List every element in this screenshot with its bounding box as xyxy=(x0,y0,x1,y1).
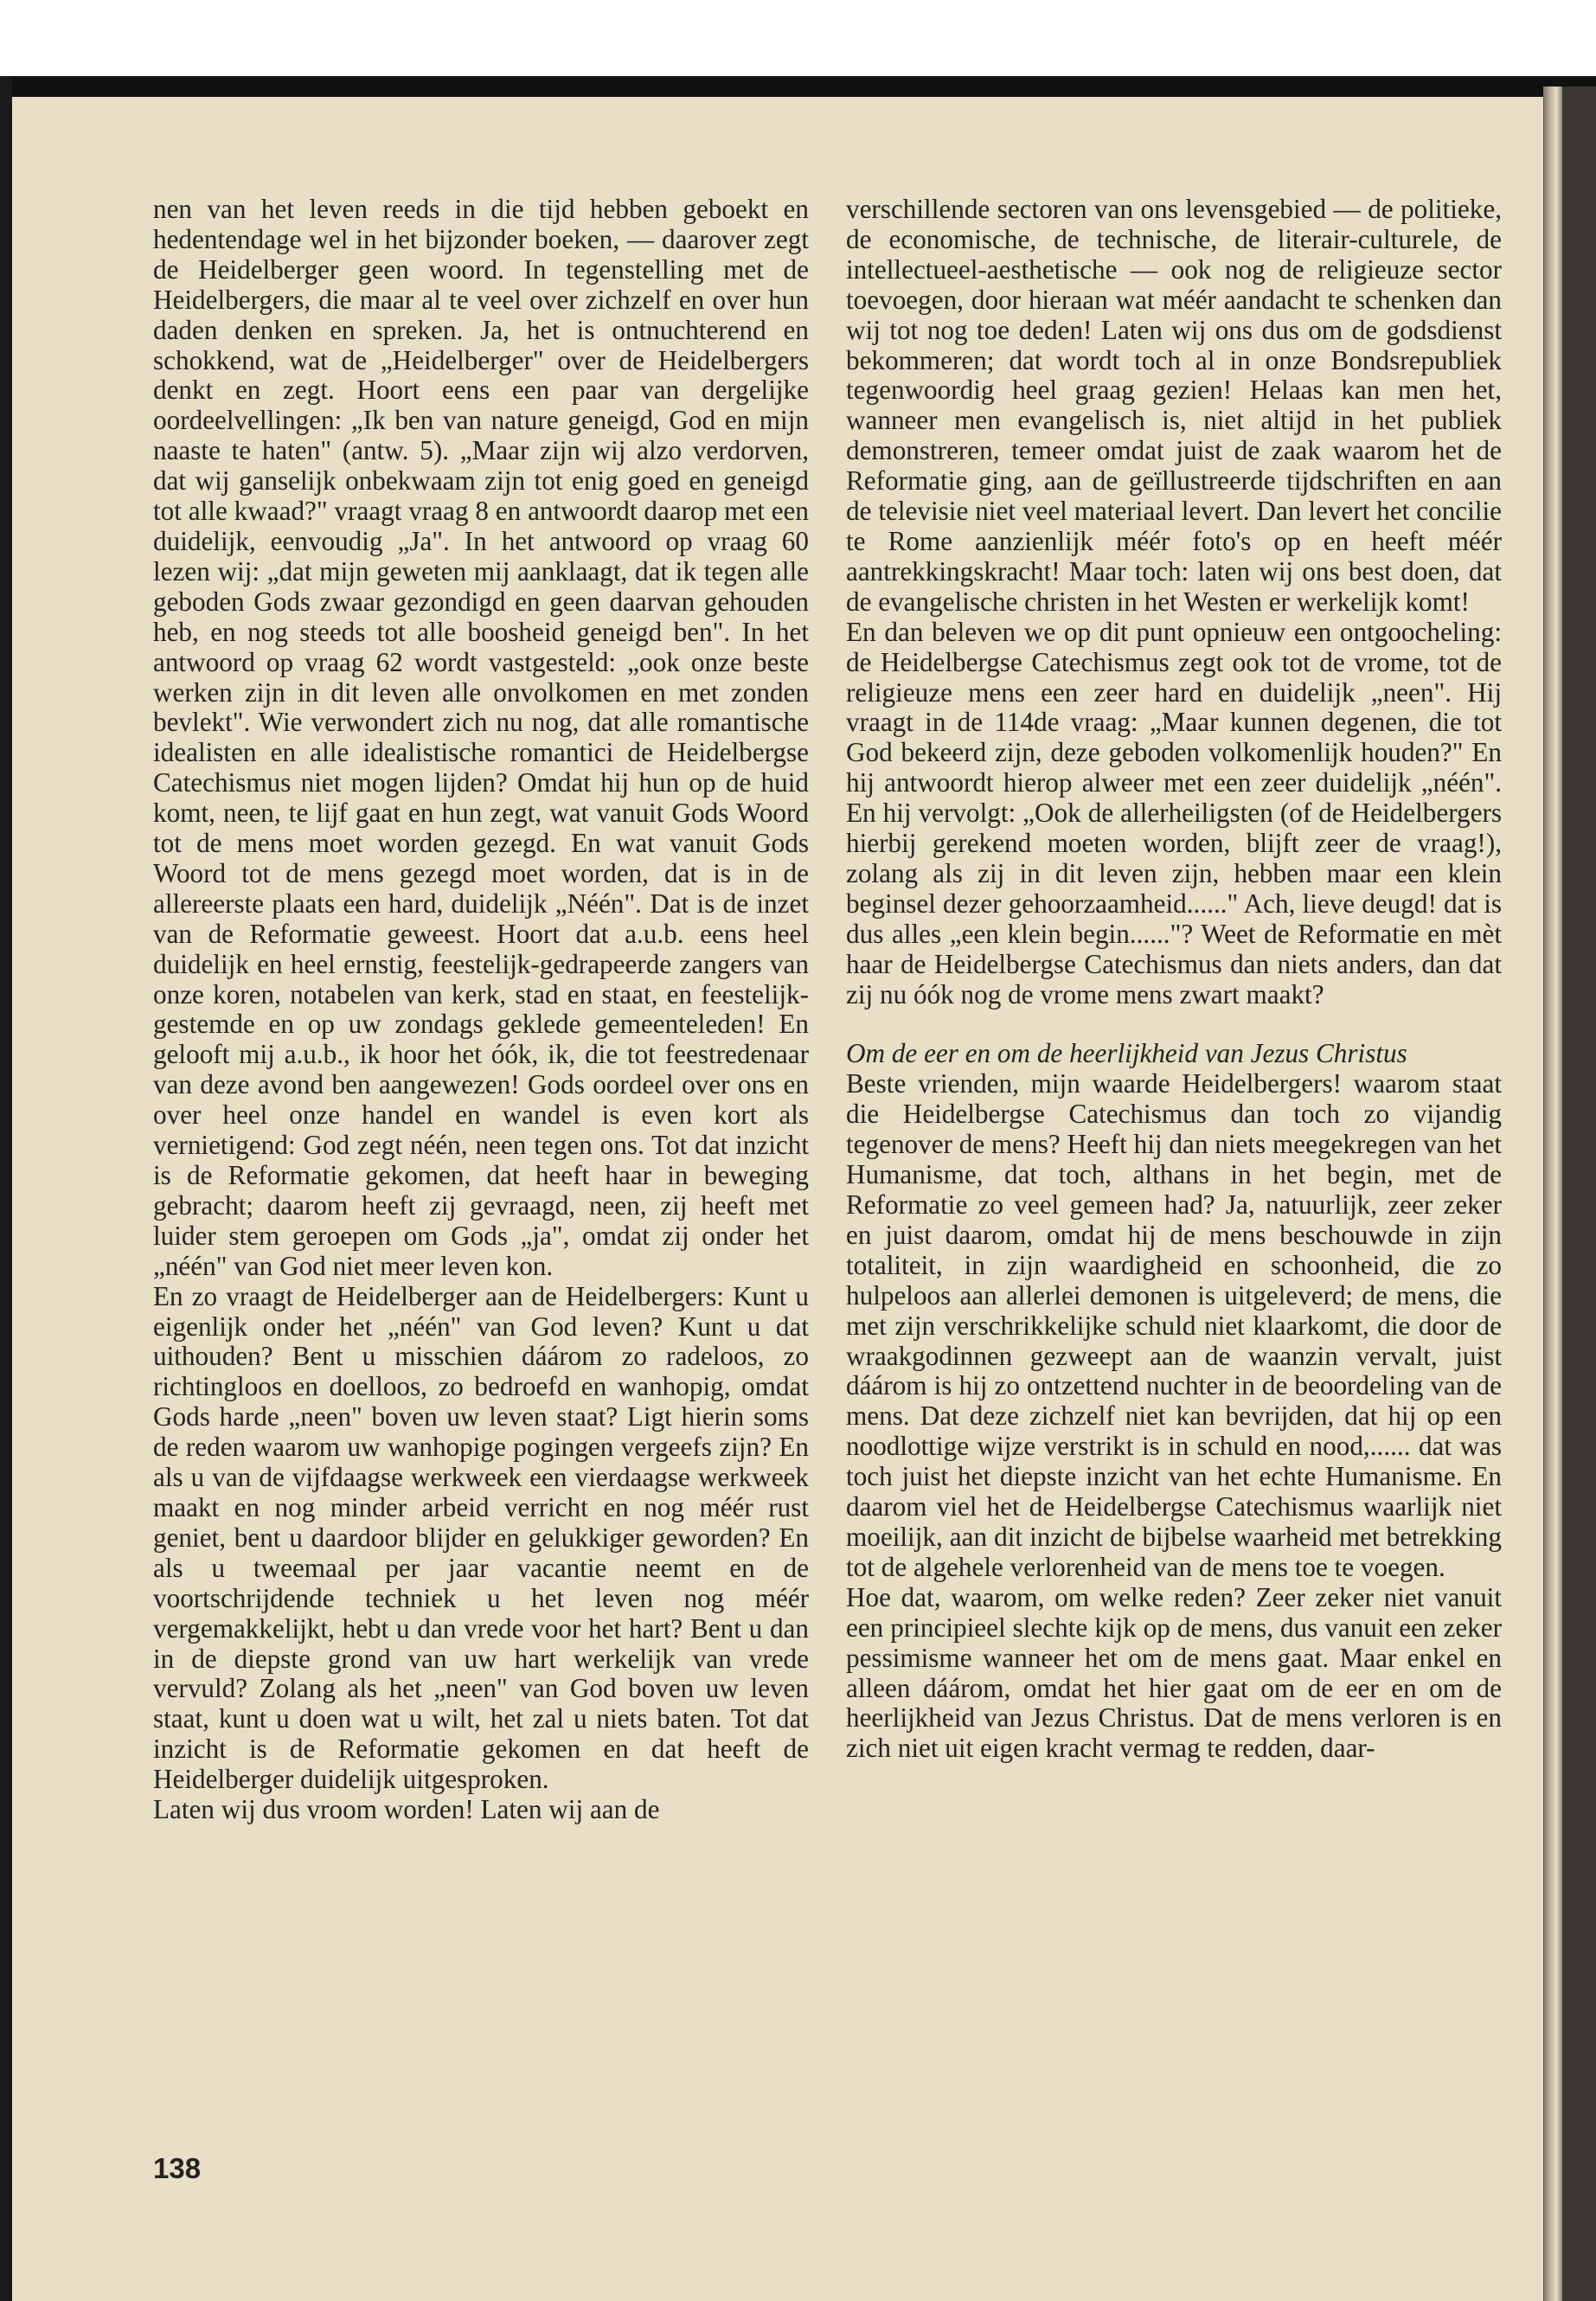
right-paragraph-4: Hoe dat, waarom, om welke reden? Zeer zeker niet vanuit een principieel slechte kijk op de mens, dus vanuit een zeker pessimisme wanneer het om de mens gaat. Maar enkel en alleen dáárom, omdat het hier gaat om de eer en om de heerlijkheid van Jezus Christus. Dat de mens verloren is en zich niet uit eigen kracht vermag te redden, daar- xyxy=(846,1581,1502,1764)
section-heading: Om de eer en om de heerlijkheid van Jezus Christus xyxy=(846,1038,1407,1069)
left-paragraph-3: Laten wij dus vroom worden! Laten wij aan de xyxy=(153,1794,660,1825)
right-paragraph-2: En dan beleven we op dit punt opnieuw een ontgoocheling: de Heidelbergse Catechismus zegt ook tot de vrome, tot de religieuze mens een zeer hard en duidelijk „neen". Hij vraagt in de 114de vraag: „Maar kunnen degenen, die tot God bekeerd zijn, deze geboden volkomenlijk houden?" En hij antwoordt hierop alweer met een zeer duidelijk „néén". En hij vervolgt: „Ook de allerheiligsten (of de Heidelbergers hierbij gerekend moeten worden, blijft zeer de vraag!), zolang als zij in dit leven zijn, hebben maar een klein beginsel dezer gehoorzaamheid......" Ach, lieve deugd! dat is dus alles „een klein begin......"? Weet de Reformatie en mèt haar de Heidelbergse Catechismus dan niets anders, dan dat zij nu óók nog de vrome mens zwart maakt? xyxy=(846,616,1502,1009)
left-paragraph-1: nen van het leven reeds in die tijd hebben geboekt en hedentendage wel in het bijzonder boeken, — daarover zegt de Heidelberger geen woord. In tegenstelling met de Heidelbergers, die maar al te veel over zichzelf en over hun daden denken en spreken. Ja, het is ontnuchterend en schokkend, wat de „Heidelberger" over de Heidelbergers denkt en zegt. Hoort eens een paar van dergelijke oordeelvellingen: „Ik ben van nature geneigd, God en mijn naaste te haten" (antw. 5). „Maar zijn wij alzo verdorven, dat wij ganselijk onbekwaam zijn tot enig goed en geneigd tot alle kwaad?" vraagt vraag 8 en antwoordt daarop met een duidelijk, eenvoudig „Ja". In het antwoord op vraag 60 lezen wij: „dat mijn geweten mij aanklaagt, dat ik tegen alle geboden Gods zwaar gezondigd en geen daarvan gehouden heb, en nog steeds tot alle boosheid geneigd ben". In het antwoord op vraag 62 wordt vastgesteld: „ook onze beste werken zijn in dit leven alle onvolkomen en met zonden bevlekt". Wie verwondert zich nu nog, dat alle romantische idealisten en alle idealistische romantici de Heidelbergse Catechismus niet mogen lijden? Omdat hij hun op de huid komt, neen, te lijf gaat en hun zegt, wat vanuit Gods Woord tot de mens moet worden gezegd. En wat vanuit Gods Woord tot de mens gezegd moet worden, dat is in de allereerste plaats een hard, duidelijk „Néén". Dat is de inzet van de Reformatie geweest. Hoort dat a.u.b. eens heel duidelijk en heel ernstig, feestelijk-gedrapeerde zangers van onze koren, notabelen van kerk, stad en staat, en feestelijk-gestemde en op uw zondags geklede gemeenteleden! En gelooft mij a.u.b., ik hoor het óók, ik, die tot feestredenaar van deze avond ben aangewezen! Gods oordeel over ons en over heel onze handel en wandel is even kort als vernietigend: God zegt néén, neen tegen ons. Tot dat inzicht is de Reformatie gekomen, dat heeft haar in beweging gebracht; daarom heeft zij gevraagd, neen, zij heeft met luider stem geroepen om Gods „ja", omdat zij onder het „néén" van God niet meer leven kon. xyxy=(153,194,809,1281)
right-paragraph-3: Beste vrienden, mijn waarde Heidelbergers! waarom staat die Heidelbergse Catechismus dan toch zo vijandig tegenover de mens? Heeft hij dan niets meegekregen van het Humanisme, dat toch, althans in het begin, met de Reformatie zo veel gemeen had? Ja, natuurlijk, zeer zeker en juist daarom, omdat hij de mens beschouwde in zijn totaliteit, in zijn waardigheid en schoonheid, die zo hulpeloos aan allerlei demonen is uitgeleverd; de mens, die met zijn verschrikkelijke schuld niet klaarkomt, die door de wraakgodinnen gezweept aan de waanzin vervalt, juist dáárom is hij zo ontzettend nuchter in de beoordeling van de mens. Dat deze zichzelf niet kan bevrijden, dat hij op een noodlottige wijze verstrikt is in schuld en nood,...... dat was toch juist het diepste inzicht van het echte Humanisme. En daarom viel het de Heidelbergse Catechismus waarlijk niet moeilijk, aan dit inzicht de bijbelse waarheid met betrekking tot de algehele verlorenheid van de mens toe te voegen. xyxy=(846,1068,1502,1582)
book-spine-edge xyxy=(1562,87,1596,2301)
binding-left-edge xyxy=(0,76,12,2301)
right-text-column xyxy=(846,195,1502,1764)
left-paragraph-2: En zo vraagt de Heidelberger aan de Heidelbergers: Kunt u eigenlijk onder het „néén" van God leven? Kunt u dat uithouden? Bent u misschien dáárom zo radeloos, zo richtingloos en doelloos, zo bedroefd en wanhopig, omdat Gods harde „neen" boven uw leven staat? Ligt hierin soms de reden waarom uw wanhopige pogingen vergeefs zijn? En als u van de vijfdaagse werkweek een vierdaagse werkweek maakt en nog minder arbeid verricht en nog méér rust geniet, bent u daardoor blijder en gelukkiger geworden? En als u tweemaal per jaar vacantie neemt en de voortschrijdende techniek u het leven nog méér vergemakkelijkt, hebt u dan vrede voor het hart? Bent u dan in de diepste grond van uw hart werkelijk van vrede vervuld? Zolang als het „neen" van God boven uw leven staat, kunt u doen wat u wilt, het zal u niets baten. Tot dat inzicht is de Reformatie gekomen en dat heeft de Heidelberger duidelijk uitgesproken. xyxy=(153,1280,809,1795)
right-paragraph-1: verschillende sectoren van ons levensgebied — de politieke, de economische, de technische, de literair-culturele, de intellectueel-aesthetische — ook nog de religieuze sector toevoegen, door hieraan wat méér aandacht te schenken dan wij tot nog toe deden! Laten wij ons dus om de godsdienst bekommeren; dat wordt toch al in onze Bondsrepubliek tegenwoordig heel graag gezien! Helaas kan men het, wanneer men evangelisch is, niet altijd in het publiek demonstreren, temeer omdat juist de zaak waarom het de Reformatie ging, aan de geïllustreerde tijdschriften en aan de televisie niet veel materiaal levert. Dan levert het concilie te Rome aanzienlijk méér foto's op en heeft méér aantrekkingskracht! Maar toch: laten wij ons best doen, dat de evangelische christen in het Westen er werkelijk komt! xyxy=(846,194,1502,617)
left-text-column xyxy=(153,195,809,1825)
page-number: 138 xyxy=(153,2152,202,2184)
page-edge-shadow xyxy=(1543,87,1562,2301)
